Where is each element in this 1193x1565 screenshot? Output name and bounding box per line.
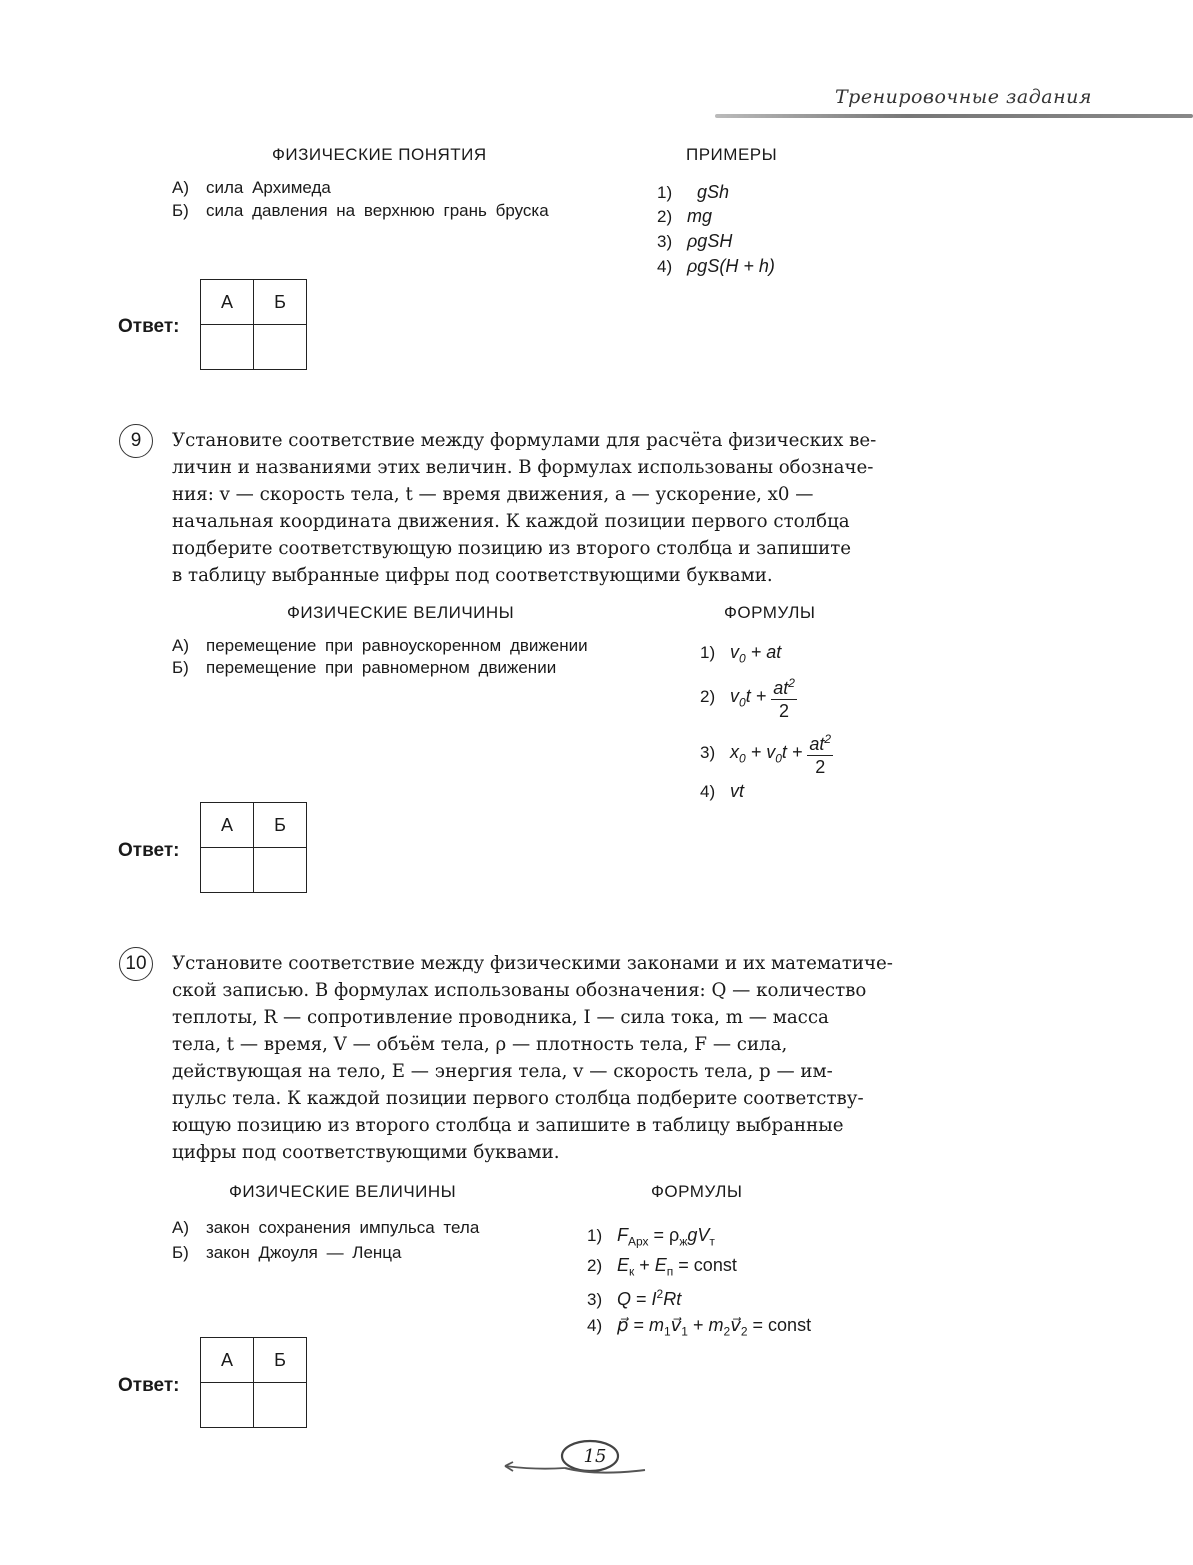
task-number: 9 [130, 430, 142, 451]
item-text: сила Архимеда [206, 178, 331, 197]
item-text: сила давления на верхнюю грань бруска [206, 201, 549, 220]
item-text: перемещение при равномерном движении [206, 658, 557, 677]
answer-cell-a[interactable] [201, 1383, 254, 1428]
task10-option-1 [587, 1225, 715, 1249]
task8-option-3 [657, 231, 732, 252]
statement-line: подберите соответствующую позицию из второго столбца и запишите [172, 538, 852, 559]
task10-right-heading: ФОРМУЛЫ [651, 1182, 743, 1201]
option-formula: mg [687, 206, 713, 226]
statement-line: теплоты, R — сопротивление проводника, I — сила тока, m — масса [172, 1007, 829, 1028]
task9-option-1 [700, 642, 781, 666]
answer-header-b: Б [254, 280, 307, 325]
item-text: закон сохранения импульса тела [206, 1218, 480, 1237]
option-formula: $x_0 + v_0t$ + $\frac{at^2}{2}$ [730, 742, 833, 762]
item-key: А) [172, 178, 189, 197]
task9-option-2 [700, 672, 797, 722]
statement-line: в таблицу выбранные цифры под соответствующими буквами. [172, 565, 773, 586]
answer-header-b: Б [254, 1338, 307, 1383]
option-number: 1) [587, 1226, 603, 1245]
task10-number-badge [119, 947, 153, 981]
option-number: 1) [657, 183, 673, 202]
task9-statement [172, 427, 1045, 589]
task8-option-1 [657, 182, 729, 203]
option-formula: $E_к + E_п$ = const [617, 1255, 737, 1279]
task9-number-badge [119, 424, 153, 458]
option-formula: $v_0t$ + $\frac{at^2}{2}$ [730, 686, 797, 706]
answer-cell-a[interactable] [201, 848, 254, 893]
statement-line: ния: v — скорость тела, t — время движения, a — ускорение, x0 — [172, 484, 814, 505]
task10-answer-label: Ответ: [118, 1375, 180, 1396]
answer-cell-b[interactable] [254, 848, 307, 893]
task8-right-heading: ПРИМЕРЫ [686, 145, 778, 164]
task10-statement [172, 950, 1045, 1166]
task9-answer-label: Ответ: [118, 840, 180, 861]
option-formula: ρgS(H + h) [687, 256, 775, 276]
statement-line: Установите соответствие между формулами для расчёта физических ве- [172, 430, 877, 451]
task8-item-b [172, 201, 549, 221]
item-key: Б) [172, 658, 189, 677]
statement-line: цифры под соответствующими буквами. [172, 1142, 560, 1163]
answer-header-a: А [201, 1338, 254, 1383]
task10-option-4 [587, 1315, 811, 1339]
option-formula: ρgSH [687, 231, 733, 251]
task8-item-a [172, 178, 331, 198]
option-number: 4) [587, 1316, 603, 1335]
running-header: Тренировочные задания [835, 86, 1092, 108]
item-key: Б) [172, 201, 189, 220]
task10-option-2 [587, 1255, 737, 1279]
option-number: 4) [700, 782, 716, 801]
answer-header-a: А [201, 280, 254, 325]
task10-left-heading: ФИЗИЧЕСКИЕ ВЕЛИЧИНЫ [229, 1182, 457, 1201]
item-key: А) [172, 1218, 189, 1237]
option-formula: p⃗ = $m_1v⃗_1$ + $m_2v⃗_2$ = const [617, 1315, 812, 1339]
option-number: 2) [700, 686, 716, 706]
statement-line: ющую позицию из второго столбца и запишите в таблицу выбранные [172, 1115, 844, 1136]
item-text: перемещение при равноускоренном движении [206, 636, 588, 655]
header-rule [715, 114, 1193, 118]
answer-cell-b[interactable] [254, 325, 307, 370]
option-number: 2) [587, 1256, 603, 1275]
task8-answer-table [200, 279, 307, 370]
task9-right-heading: ФОРМУЛЫ [724, 603, 816, 622]
answer-cell-b[interactable] [254, 1383, 307, 1428]
task8-left-heading: ФИЗИЧЕСКИЕ ПОНЯТИЯ [272, 145, 487, 164]
task10-item-a [172, 1218, 479, 1238]
answer-header-b: Б [254, 803, 307, 848]
task10-answer-table [200, 1337, 307, 1428]
task10-item-b [172, 1243, 401, 1263]
option-formula: $v_0$ + at [730, 642, 782, 666]
statement-line: личин и названиями этих величин. В формулах использованы обозначе- [172, 457, 874, 478]
statement-line: действующая на тело, E — энергия тела, v — скорость тела, p — им- [172, 1061, 833, 1082]
task8-option-2 [657, 206, 712, 227]
task9-answer-table [200, 802, 307, 893]
task-number: 10 [125, 953, 147, 974]
item-key: А) [172, 636, 189, 655]
option-number: 3) [657, 232, 673, 251]
task9-item-b [172, 658, 556, 678]
task9-item-a [172, 636, 588, 656]
answer-header-a: А [201, 803, 254, 848]
item-text: закон Джоуля — Ленца [206, 1243, 402, 1262]
option-formula: $Q = I^2Rt$ [617, 1287, 682, 1309]
task8-option-4 [657, 256, 775, 277]
answer-cell-a[interactable] [201, 325, 254, 370]
option-formula: gSh [697, 182, 730, 202]
task8-answer-label: Ответ: [118, 316, 180, 337]
option-formula: $F_{Арх} = \rho_жgV_т$ [617, 1225, 715, 1249]
task9-left-heading: ФИЗИЧЕСКИЕ ВЕЛИЧИНЫ [287, 603, 515, 622]
statement-line: Установите соответствие между физическими законами и их математиче- [172, 953, 893, 974]
option-formula: vt [730, 781, 745, 801]
statement-line: начальная координата движения. К каждой позиции первого столбца [172, 511, 850, 532]
statement-line: ской записью. В формулах использованы обозначения: Q — количество [172, 980, 867, 1001]
item-key: Б) [172, 1243, 189, 1262]
option-number: 3) [587, 1290, 603, 1309]
statement-line: тела, t — время, V — объём тела, ρ — плотность тела, F — сила, [172, 1034, 788, 1055]
option-number: 2) [657, 207, 673, 226]
page-number: 15 [583, 1446, 607, 1467]
statement-line: пульс тела. К каждой позиции первого столбца подберите соответству- [172, 1088, 864, 1109]
task9-option-3 [700, 728, 833, 778]
option-number: 4) [657, 257, 673, 276]
option-number: 1) [700, 643, 716, 662]
option-number: 3) [700, 742, 716, 762]
task9-option-4 [700, 781, 744, 802]
task10-option-3 [587, 1287, 681, 1310]
